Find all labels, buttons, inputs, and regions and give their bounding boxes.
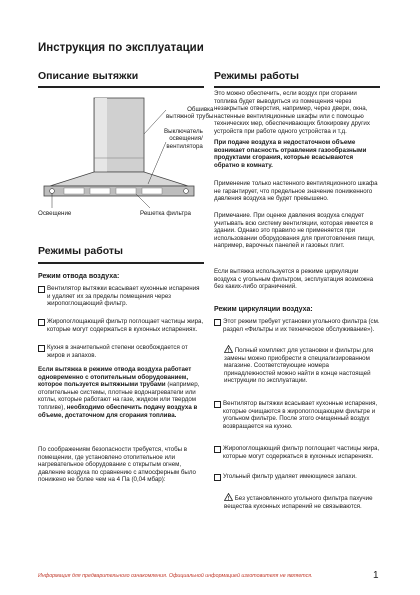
label-lighting: Освещение <box>38 210 72 217</box>
svg-text:!: ! <box>227 495 230 501</box>
subheading-exhaust: Режим отвода воздуха: <box>38 273 120 280</box>
list-item-text: Вентилятор вытяжки всасывает кухонные испарения и удаляет их за пределы помещения через жиропоглощающий фильтр. <box>47 285 200 308</box>
pressure-paragraph: По соображениям безопасности требуется, чтобы в помещении, где установлено отопительное или нагревательное оборудование с открытым огнем, давление воздуха по сравнению с атмосферным было понижено не более чем на 4 Па (0,04 мбар): <box>38 446 196 484</box>
note-text: Без установленного угольного фильтра пахучие вещества кухонных испарений не связываются. <box>224 495 373 510</box>
list-item-text: Вентилятор вытяжки всасывает кухонные испарения, которые очищаются в жиропоглощающем фильтре и угольном фильтре. После этого очищенный воздух возвращается на кухню. <box>223 400 378 430</box>
label-switch: Выключатель освещения/ вентилятора <box>164 128 203 150</box>
paragraph: Если вытяжка используется в режиме циркуляции воздуха с угольным фильтром, эксплуатация возможна без каких-либо ограничений. <box>214 268 374 291</box>
note-paragraph <box>224 493 380 510</box>
list-item <box>38 285 204 308</box>
safety-bold-2: необходимо обеспечить подачу воздуха в объеме, достаточном для сгорания топлива. <box>38 403 198 419</box>
list-item <box>38 344 204 359</box>
warning-paragraph: При подаче воздуха в недостаточном объеме возникает опасность отравления газообразными продуктами сгорания, которые всасываются обратно в комнату. <box>214 139 367 169</box>
paragraph: Это можно обеспечить, если воздух при сгорании топлива будет выводиться из помещения через незакрытые отверстия, например, через двери, окна, настенные вентиляционные шкафы или с помощью технических мер, обеспечивающих блокировку других устройств при работе одного устройства и т.д. <box>214 90 370 135</box>
list-item <box>38 318 204 333</box>
paragraph: Примечание. При оценке давления воздуха следует учитывать всю систему вентиляции, которая имеется в здании. Однако это правило не применяется при использовании оборудования для приготовления пищи, например, варочных панелей и газовых плит. <box>214 212 375 250</box>
list-item <box>214 318 380 333</box>
list-item <box>214 400 380 430</box>
page-number: 1 <box>373 570 379 581</box>
list-item-text: Угольный фильтр удаляет имеющиеся запахи. <box>223 473 357 480</box>
page-title: Инструкция по эксплуатации <box>38 42 204 54</box>
list-item <box>214 473 380 481</box>
section-rule <box>214 86 380 88</box>
section-rule <box>38 262 204 264</box>
list-item-text: Жиропоглощающий фильтр поглощает частицы жира, которые могут содержаться в кухонных испарениях. <box>47 318 204 333</box>
safety-bold-1: Если вытяжка в режиме отвода воздуха работает одновременно с отопительным оборудованием, которое пользуется вытяжными трубами <box>38 366 192 389</box>
label-duct-cover: Обшивка вытяжной трубы <box>166 106 214 121</box>
safety-paragraph <box>38 366 204 419</box>
warning-icon <box>224 345 233 353</box>
svg-text:!: ! <box>227 347 230 353</box>
section-heading-modes-left: Режимы работы <box>38 245 123 257</box>
section-rule <box>38 86 204 88</box>
warning-icon <box>224 493 233 501</box>
section-heading-description: Описание вытяжки <box>38 70 139 82</box>
list-item-text: Кухня в значительной степени освобождается от жиров и запахов. <box>47 344 188 359</box>
paragraph: Применение только настенного вентиляционного шкафа не гарантирует, что предельное значение пониженного давления воздуха не будет превышено. <box>214 180 378 203</box>
list-item <box>214 445 380 460</box>
note-text: Полный комплект для установки и фильтры для замены можно приобрести в специализированном магазине. Соответствующие номера принадлежностей можно найти в конце настоящей инструкции по эксплуатации. <box>224 347 374 385</box>
safety-text: (например, отопительные системы, плотные водонагреватели или котлы, которые работают на газе, жидком или твердом топливе), <box>38 381 200 411</box>
list-item-text: Этот режим требует установки угольного фильтра (см. раздел «Фильтры и их техническое обслуживание»). <box>223 318 380 333</box>
label-grease-filter: Решетка фильтра <box>140 210 191 217</box>
section-heading-modes-right: Режимы работы <box>214 70 299 82</box>
list-item-text: Жиропоглощающий фильтр поглощает частицы жира, которые могут содержаться в кухонных испарениях. <box>223 445 380 460</box>
note-paragraph <box>224 345 380 385</box>
subheading-recirculation: Режим циркуляции воздуха: <box>214 306 313 313</box>
footer-disclaimer: Информация для предварительного ознакомления. Официальной информацией изготовителя не является. <box>38 573 313 579</box>
